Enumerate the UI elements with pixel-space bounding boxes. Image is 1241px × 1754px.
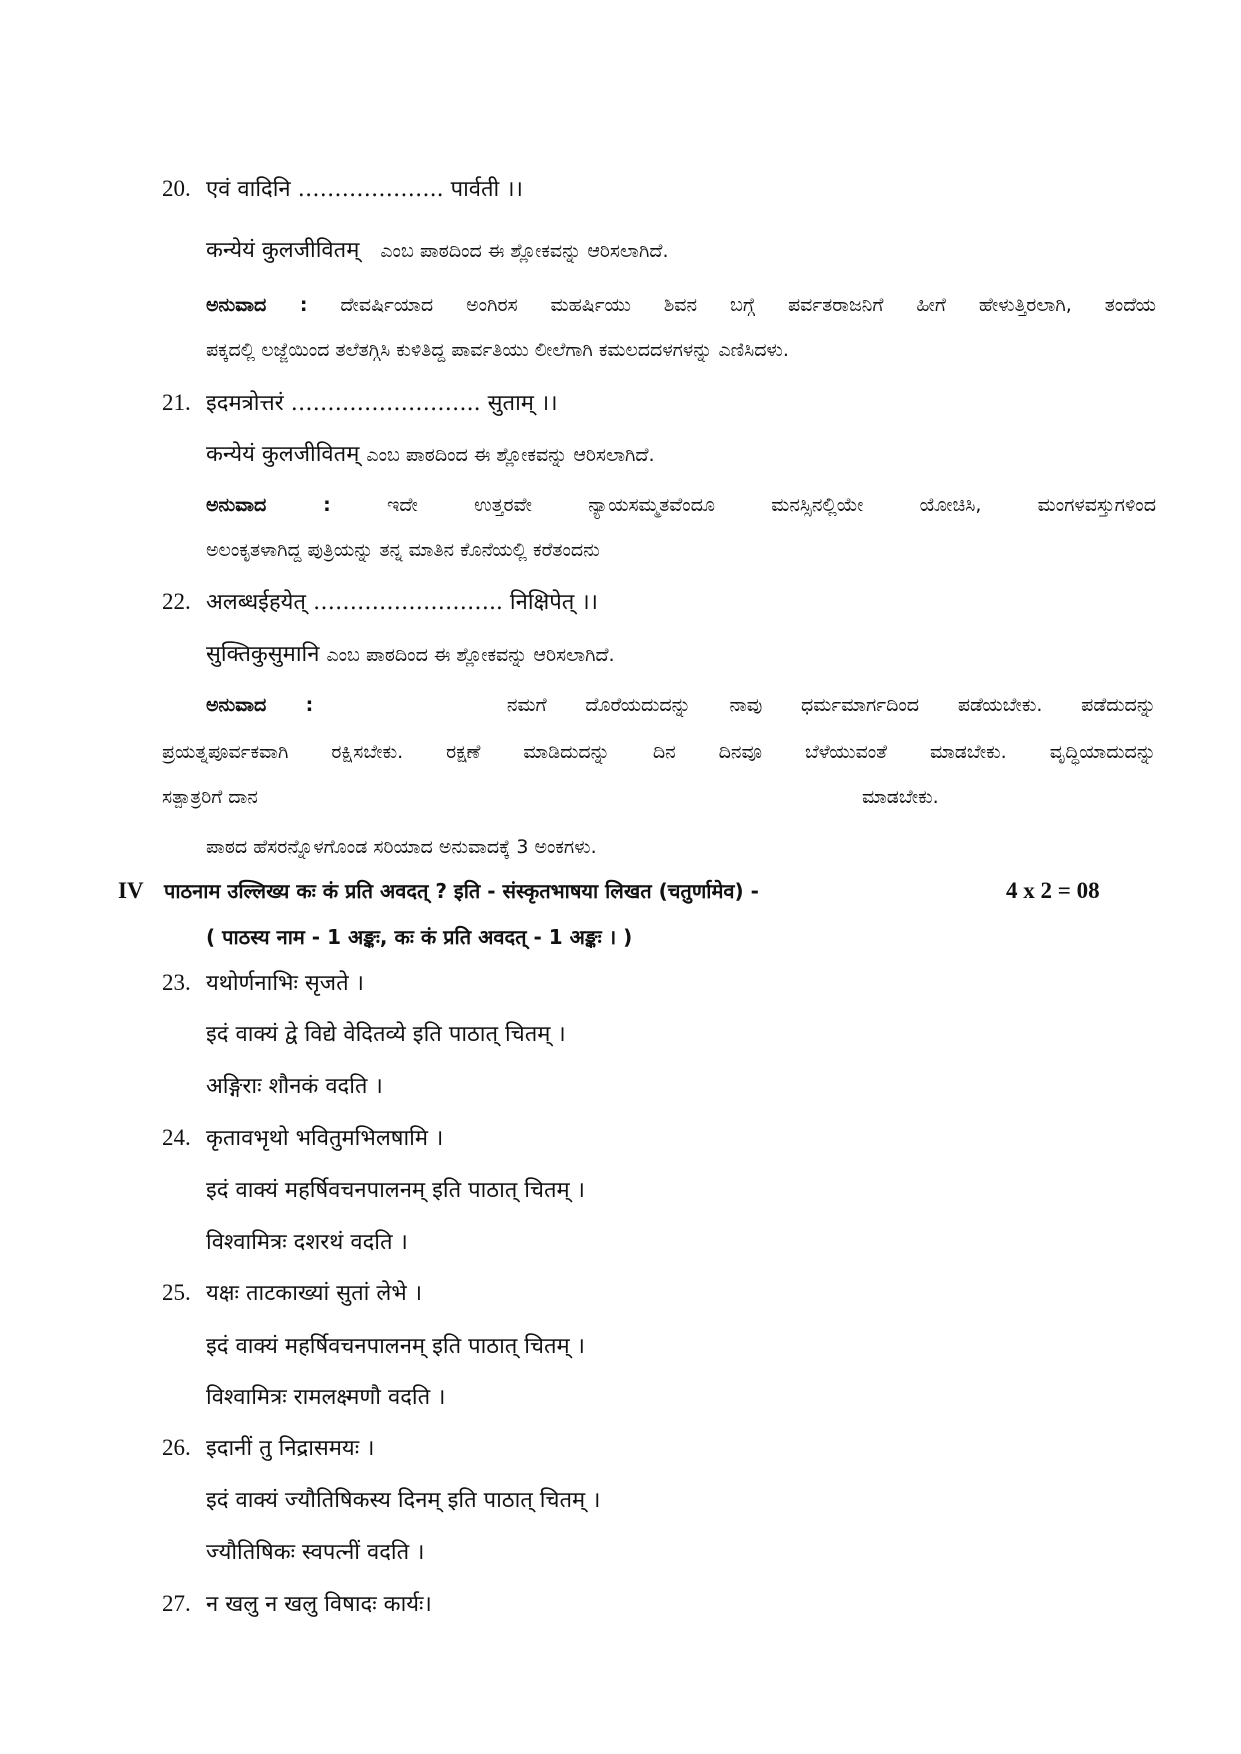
question-27 — [162, 1589, 432, 1620]
question-21-translation-line-1 — [206, 490, 1156, 520]
marks-note: ಪಾಠದ ಹೆಸರನ್ನೊಳಗೊಂಡ ಸರಿಯಾದ ಅನುವಾದಕ್ಕೆ 3 ಅಂಕಗಳು. — [206, 836, 597, 858]
translation-text: ನಮಗೆ ದೊರೆಯದುದನ್ನು ನಾವು ಧರ್ಮಮಾರ್ಗದಿಂದ ಪಡೆಯಬೇಕು. ಪಡೆದುದನ್ನು — [506, 694, 1156, 716]
question-22-translation-line-3a: ಸತ್ಪಾತ್ರರಿಗೆ ದಾನ — [162, 786, 258, 808]
question-number: 22. — [162, 589, 191, 614]
verse-text: अलब्धईहयेत् …………………….. निक्षिपेत् ।। — [206, 590, 599, 615]
question-25 — [162, 1278, 422, 1309]
source-note: ಎಂಬ ಪಾಠದಿಂದ ಈ ಶ್ಲೋಕವನ್ನು ಆರಿಸಲಾಗಿದೆ. — [380, 240, 669, 262]
question-number: 26. — [162, 1435, 191, 1460]
question-24-answer: विश्वामित्रः दशरथं वदति । — [206, 1230, 408, 1255]
question-number: 25. — [162, 1280, 191, 1305]
quote-text: इदानीं तु निद्रासमयः । — [206, 1436, 375, 1461]
verse-text: इदमत्रोत्तरं …………………….. सुताम् ।। — [206, 391, 558, 416]
marking-scheme: ( पाठस्य नाम - 1 अङ्कः, कः कं प्रति अवदत् - 1 अङ्कः । ) — [206, 925, 633, 949]
quote-text: यथोर्णनाभिः सृजते । — [206, 971, 364, 996]
translation-label: ಅನುವಾದ : — [206, 494, 331, 516]
question-number: 21. — [162, 390, 191, 415]
question-21-verse — [162, 388, 558, 419]
question-24 — [162, 1123, 443, 1154]
question-number: 20. — [162, 176, 191, 201]
question-26-answer: ज्यौतिषिकः स्वपत्नीं वदति । — [206, 1540, 425, 1565]
quote-text: कृतावभृथो भवितुमभिलषामि । — [206, 1126, 444, 1151]
lesson-name: कन्येयं कुलजीवितम् — [206, 442, 360, 467]
translation-text: ದೇವರ್ಷಿಯಾದ ಅಂಗಿರಸ ಮಹರ್ಷಿಯು ಶಿವನ ಬಗ್ಗೆ ಪರ್ವತರಾಜನಿಗೆ ಹೀಗೆ ಹೇಳುತ್ತಿರಲಾಗಿ, ತಂದೆಯ — [340, 294, 1156, 316]
question-23 — [162, 968, 364, 999]
question-21-translation-line-2: ಅಲಂಕೃತಳಾಗಿದ್ದ ಪುತ್ರಿಯನ್ನು ತನ್ನ ಮಾತಿನ ಕೊನೆಯಲ್ಲಿ ಕರೆತಂದನು — [206, 539, 600, 561]
question-21-source — [206, 440, 655, 470]
translation-label: ಅನುವಾದ : — [206, 694, 314, 716]
section-iv-heading — [118, 876, 759, 907]
question-22-translation-line-2: ಪ್ರಯತ್ನಪೂರ್ವಕವಾಗಿ ರಕ್ಷಿಸಬೇಕು. ರಕ್ಷಣೆ ಮಾಡಿದುದನ್ನು ದಿನ ದಿನವೂ ಬೆಳೆಯುವಂತೆ ಮಾಡಬೇಕು. ವೃದ್ಧಿಯಾದುದನ್ನು — [162, 741, 1156, 763]
question-20-translation-line-1 — [206, 290, 1156, 320]
question-20-verse — [162, 174, 523, 205]
lesson-name: सुक्तिकुसुमानि — [206, 642, 320, 667]
question-23-answer: अङ्गिराः शौनकं वदति । — [206, 1074, 383, 1099]
source-note: ಎಂಬ ಪಾಠದಿಂದ ಈ ಶ್ಲೋಕವನ್ನು ಆರಿಸಲಾಗಿದೆ. — [366, 444, 655, 466]
question-25-source: इदं वाक्यं महर्षिवचनपालनम् इति पाठात् चितम् । — [206, 1334, 586, 1359]
question-22-translation-line-1 — [206, 690, 1156, 720]
translation-text: ಇದೇ ಉತ್ತರವೇ ನ್ಯಾಯಸಮ್ಮತವೆಂದೂ ಮನಸ್ಸಿನಲ್ಲಿಯೇ ಯೋಚಿಸಿ, ಮಂಗಳವಸ್ತುಗಳಿಂದ — [387, 494, 1157, 516]
marks-value: 4 x 2 = 08 — [1006, 878, 1100, 903]
quote-text: यक्षः ताटकाख्यां सुतां लेभे । — [206, 1281, 423, 1306]
section-number: IV — [118, 878, 144, 903]
question-24-source: इदं वाक्यं महर्षिवचनपालनम् इति पाठात् चितम् । — [206, 1178, 586, 1203]
question-number: 23. — [162, 970, 191, 995]
question-number: 27. — [162, 1591, 191, 1616]
section-marks — [1006, 876, 1100, 907]
section-instruction: पाठनाम उल्लिख्य कः कं प्रति अवदत् ? इति - संस्कृतभाषया लिखत (चतुर्णामेव) - — [164, 879, 759, 903]
translation-label: ಅನುವಾದ : — [206, 294, 308, 316]
question-20-translation-line-2: ಪಕ್ಕದಲ್ಲಿ ಲಜ್ಜೆಯಿಂದ ತಲೆತಗ್ಗಿಸಿ ಕುಳಿತಿದ್ದ ಪಾರ್ವತಿಯು ಲೀಲೆಗಾಗಿ ಕಮಲದದಳಗಳನ್ನು ಎಣಿಸಿದಳು. — [206, 339, 789, 361]
question-number: 24. — [162, 1125, 191, 1150]
quote-text: न खलु न खलु विषादः कार्यः। — [206, 1592, 432, 1617]
source-note: ಎಂಬ ಪಾಠದಿಂದ ಈ ಶ್ಲೋಕವನ್ನು ಆರಿಸಲಾಗಿದೆ. — [326, 644, 615, 666]
verse-text: एवं वादिनि ……………….. पार्वती ।। — [206, 177, 523, 202]
question-26-source: इदं वाक्यं ज्यौतिषिकस्य दिनम् इति पाठात् चितम् । — [206, 1488, 601, 1513]
question-23-source: इदं वाक्यं द्वे विद्ये वेदितव्ये इति पाठात् चितम् । — [206, 1022, 566, 1047]
question-20-source — [206, 236, 668, 266]
lesson-name: कन्येयं कुलजीवितम् — [206, 238, 360, 263]
question-22-source — [206, 640, 615, 670]
question-26 — [162, 1433, 374, 1464]
question-22-verse — [162, 587, 598, 618]
question-25-answer: विश्वामित्रः रामलक्ष्मणौ वदति । — [206, 1385, 446, 1410]
question-22-translation-line-3b: ಮಾಡಬೇಕು. — [862, 786, 939, 808]
